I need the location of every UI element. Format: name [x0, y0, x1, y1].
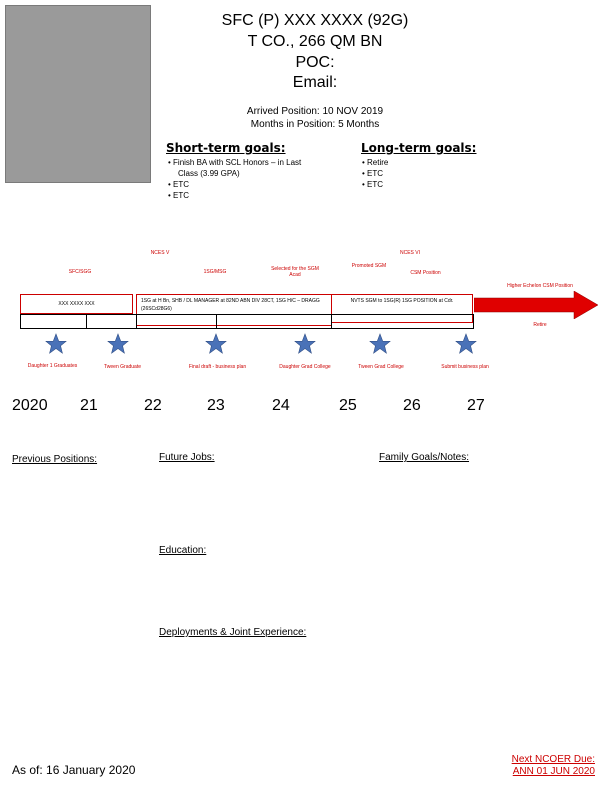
retire-label: Retire — [533, 322, 547, 328]
previous-job-box: XXX XXXX XXX — [20, 294, 133, 314]
months-in-position: Months in Position: 5 Months — [250, 119, 380, 130]
year-label: 2020 — [12, 397, 48, 414]
year-label: 23 — [207, 397, 225, 414]
next-ncoer-label: Next NCOER Due: — [511, 754, 595, 765]
list-item: • ETC — [168, 191, 190, 200]
timeline-tick — [86, 314, 87, 328]
header-poc: POC: — [295, 54, 335, 71]
timeline-lower-line — [20, 328, 474, 329]
timeline-tick — [473, 314, 474, 328]
arrived-position: Arrived Position: 10 NOV 2019 — [246, 106, 384, 117]
short-term-goals-list — [168, 157, 318, 201]
timeline-label: SFC/SGG — [68, 269, 92, 275]
list-item: • ETC — [362, 180, 384, 189]
timeline-label: CSM Position — [410, 270, 441, 276]
future-jobs-heading: Future Jobs: — [159, 452, 215, 463]
list-item: • ETC — [362, 169, 384, 178]
timeline-tick — [136, 314, 137, 328]
list-item: • Finish BA with SCL Honors – in Last Class (3.99 GPA) — [168, 158, 302, 178]
education-heading: Education: — [159, 545, 207, 556]
timeline-label: NCES V — [150, 250, 170, 256]
timeline-baseline — [20, 314, 474, 315]
milestone-label: Final draft - business plan — [188, 364, 247, 370]
family-goals-heading: Family Goals/Notes: — [379, 452, 470, 463]
long-term-goals-list — [362, 157, 482, 190]
milestone-label: Daughter 1 Graduates — [27, 363, 78, 369]
milestone-star-icon — [205, 333, 227, 355]
milestone-label: Submit business plan — [441, 364, 489, 370]
timeline-label: Higher Echelon CSM Position — [507, 283, 573, 289]
year-label: 24 — [272, 397, 290, 414]
milestone-star-icon — [455, 333, 477, 355]
deployments-heading: Deployments & Joint Experience: — [159, 627, 307, 638]
milestone-label: Daughter Grad College — [279, 364, 331, 370]
timeline-arrow-icon — [474, 291, 600, 319]
short-term-goals-title: Short-term goals: — [166, 141, 286, 155]
milestone-star-icon — [369, 333, 391, 355]
as-of-date: As of: 16 January 2020 — [12, 763, 136, 777]
previous-positions-heading: Previous Positions: — [12, 454, 98, 465]
timeline-label: Selected for the SGM Acad — [271, 266, 319, 278]
timeline-tick — [20, 314, 21, 328]
milestone-label: Tween Grad College — [358, 364, 404, 370]
year-label: 22 — [144, 397, 162, 414]
milestone-label: Tween Graduate — [104, 364, 141, 370]
header-unit: T CO., 266 QM BN — [247, 33, 383, 50]
year-label: 26 — [403, 397, 421, 414]
year-label: 25 — [339, 397, 357, 414]
year-label: 21 — [80, 397, 98, 414]
timeline-tick — [331, 314, 332, 328]
next-ncoer-date: ANN 01 JUN 2020 — [512, 766, 595, 777]
timeline-label: Promoted SGM — [351, 263, 387, 269]
milestone-star-icon — [294, 333, 316, 355]
list-item: • ETC — [168, 180, 190, 189]
timeline-label: NCES VI — [399, 250, 420, 256]
header-rank-name: SFC (P) XXX XXXX (92G) — [221, 12, 409, 29]
milestone-star-icon — [45, 333, 67, 355]
profile-photo — [5, 5, 151, 183]
senior-position-box: NVTS SGM to 1SG(R) 1SG POSITION at Cdr. — [331, 294, 473, 323]
year-label: 27 — [467, 397, 485, 414]
list-item: • Retire — [362, 158, 389, 167]
milestone-star-icon — [107, 333, 129, 355]
timeline-tick — [216, 314, 217, 328]
next-ncoer-due — [495, 754, 595, 778]
header-email: Email: — [292, 74, 338, 91]
timeline-label: 1SG/MSG — [203, 269, 227, 275]
mid-career-box: 1SG at H Bn, SHB / DL MANAGER at 82ND ABN DIV 28CT, 1SG H/C – DRAGG (26SCd28G6) — [136, 294, 332, 326]
long-term-goals-title: Long-term goals: — [361, 141, 477, 155]
